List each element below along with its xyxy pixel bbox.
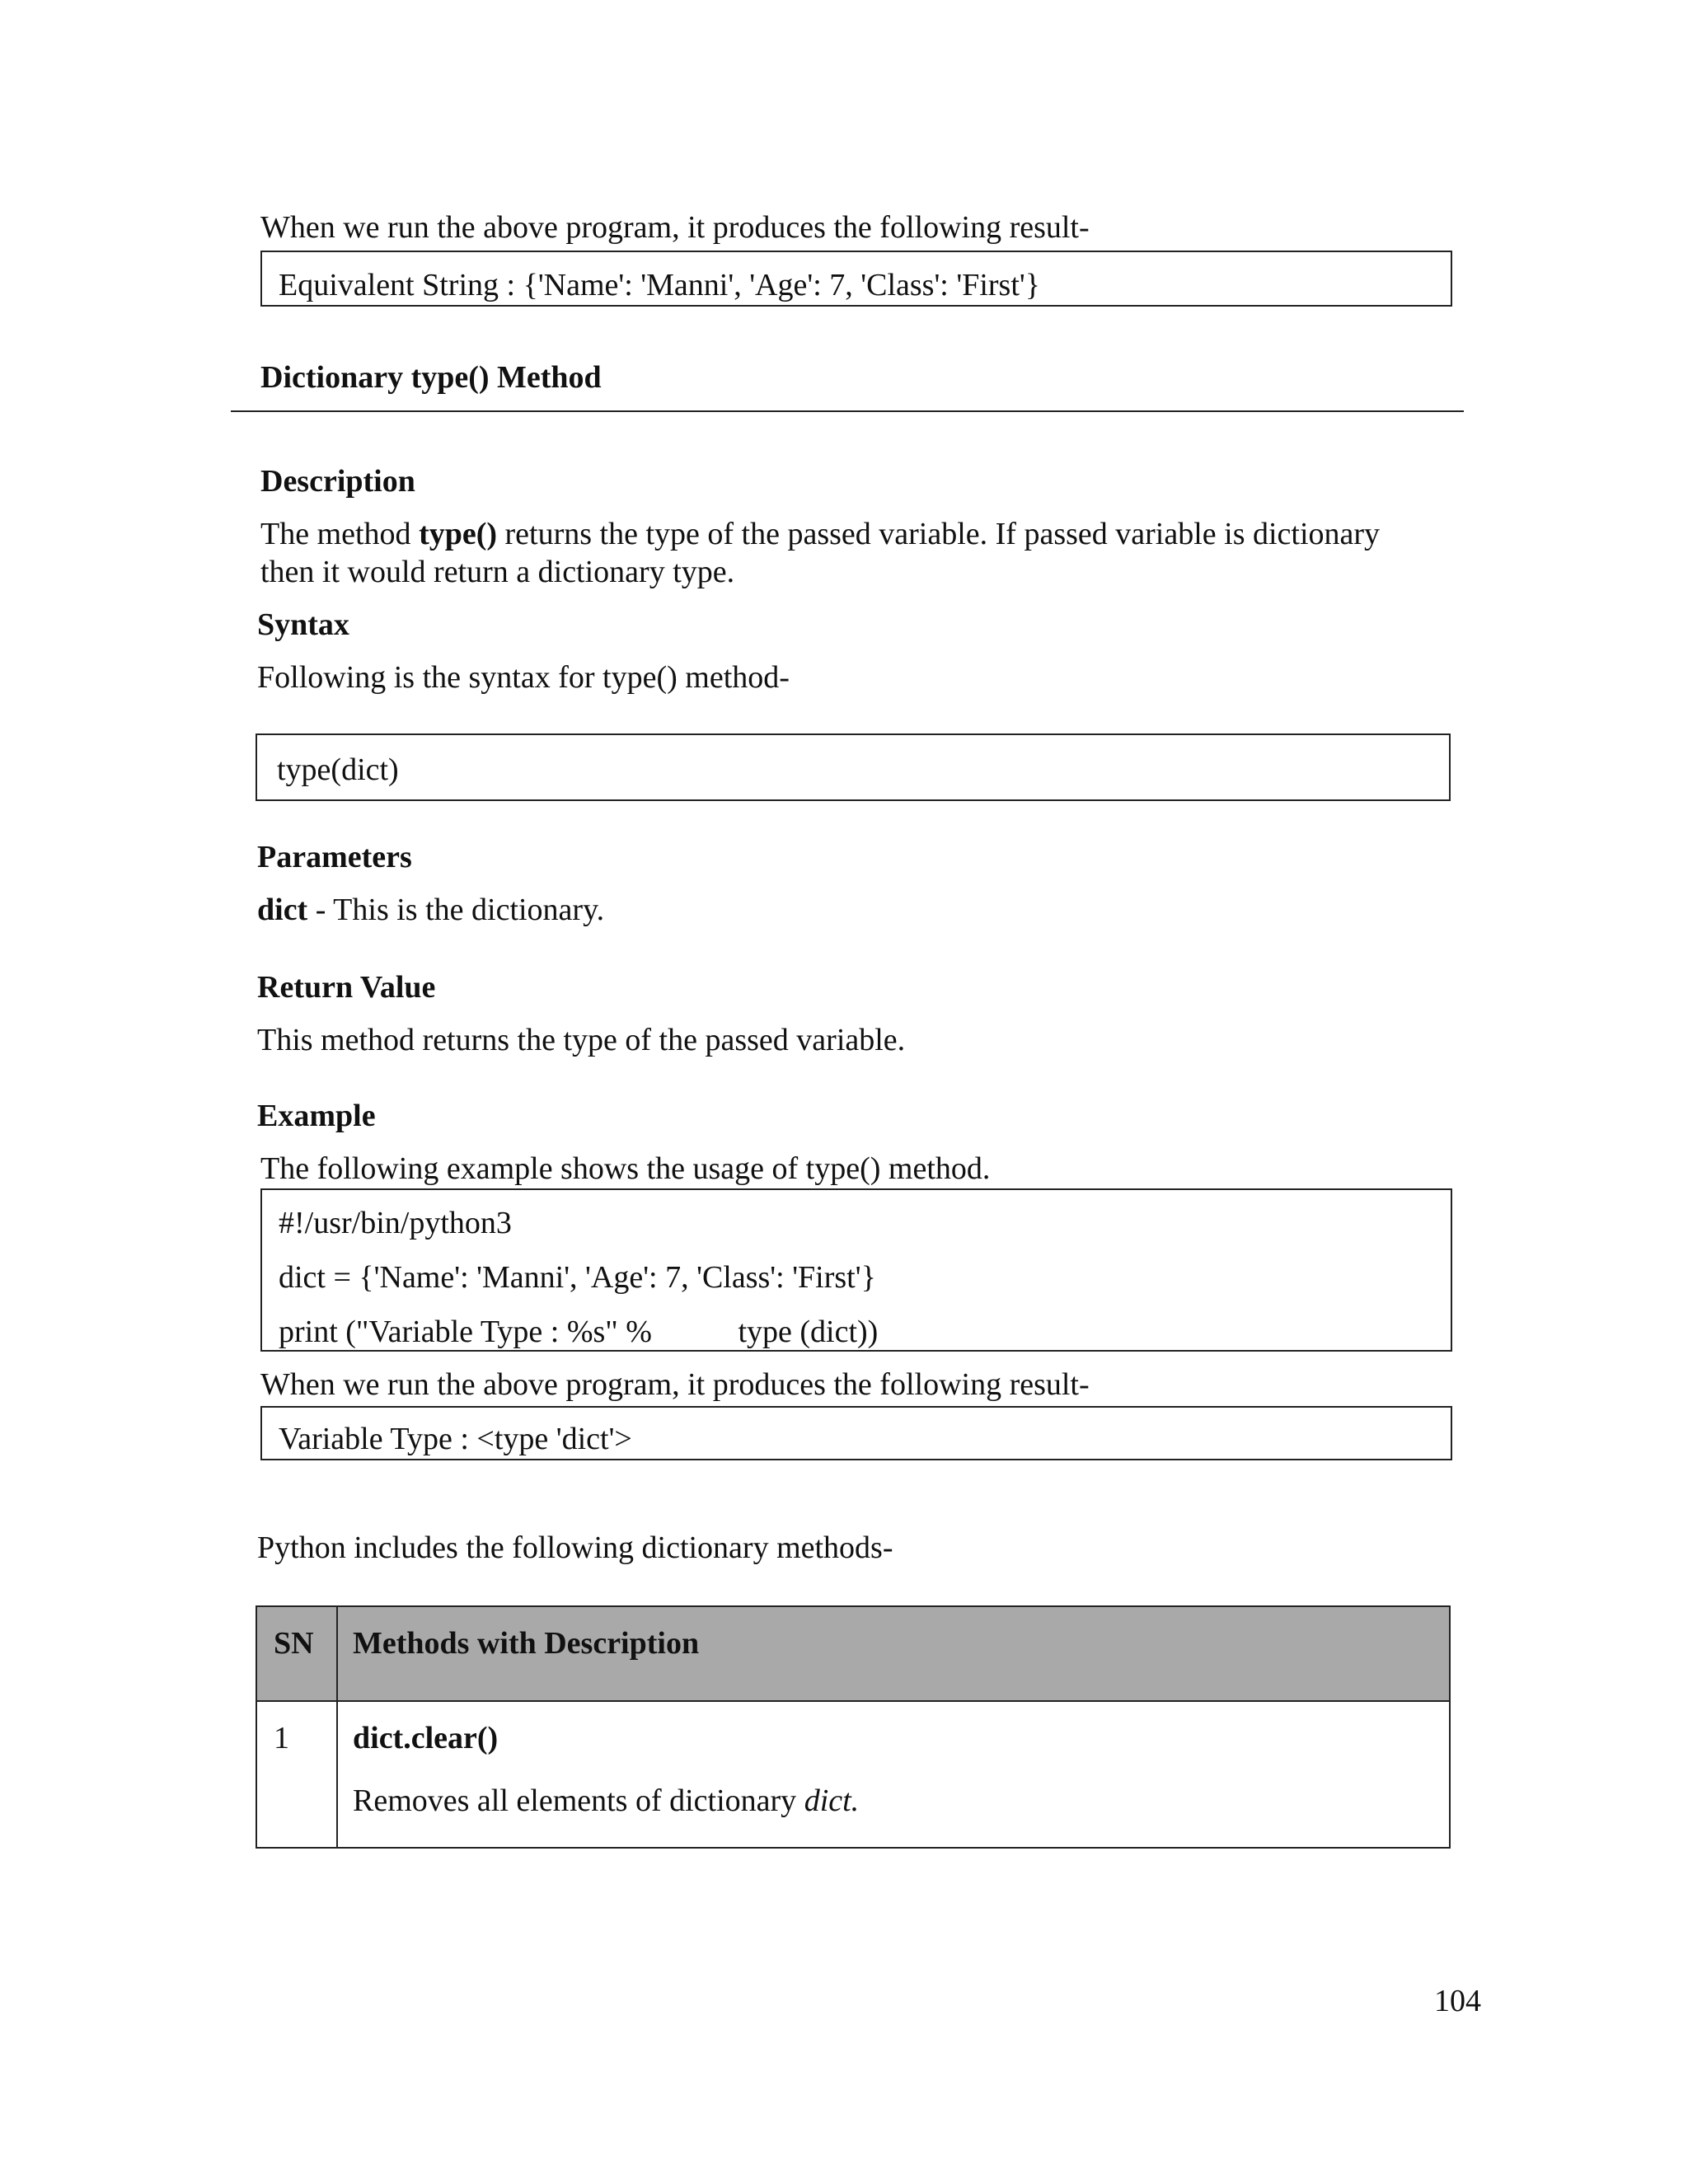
result-output-box-2 xyxy=(260,1406,1452,1460)
description-post: returns the type of the passed variable. If passed variable is dictionary xyxy=(497,517,1381,551)
description-method-name: type() xyxy=(419,517,498,551)
description-line-2: then it would return a dictionary type. xyxy=(260,555,735,589)
table-row xyxy=(256,1701,1450,1848)
example-code-line: dict = {'Name': 'Manni', 'Age': 7, 'Class': 'First'} xyxy=(279,1260,876,1295)
table-header-row xyxy=(256,1606,1450,1701)
example-intro: The following example shows the usage of type() method. xyxy=(260,1151,991,1186)
section-divider xyxy=(231,410,1464,412)
table-cell-sn: 1 xyxy=(256,1701,337,1848)
example-code-line: print ("Variable Type : %s" % type (dict)) xyxy=(279,1315,879,1349)
syntax-code: type(dict) xyxy=(277,752,399,787)
parameters-text xyxy=(257,892,604,930)
method-name: dict.clear() xyxy=(353,1721,499,1755)
syntax-code-box xyxy=(256,733,1451,801)
methods-intro: Python includes the following dictionary methods- xyxy=(257,1530,893,1565)
syntax-intro: Following is the syntax for type() method- xyxy=(257,660,790,695)
page-number: 104 xyxy=(1434,1984,1481,2018)
methods-table xyxy=(256,1605,1451,1849)
result-intro-2: When we run the above program, it produces the following result- xyxy=(260,1367,1090,1402)
description-text xyxy=(260,516,1464,554)
parameters-heading: Parameters xyxy=(257,840,412,874)
table-header-methods: Methods with Description xyxy=(337,1606,1450,1701)
example-code-line: #!/usr/bin/python3 xyxy=(279,1206,512,1240)
parameter-description: - This is the dictionary. xyxy=(307,893,605,927)
result-output-box-1 xyxy=(260,251,1452,307)
return-value-heading: Return Value xyxy=(257,970,436,1005)
example-code-box xyxy=(260,1188,1452,1352)
description-heading: Description xyxy=(260,464,415,499)
table-header-sn: SN xyxy=(256,1606,337,1701)
method-description: Removes all elements of dictionary dict. xyxy=(353,1783,860,1818)
syntax-heading: Syntax xyxy=(257,607,349,642)
example-heading: Example xyxy=(257,1099,376,1133)
description-pre: The method xyxy=(260,517,420,551)
return-value-text: This method returns the type of the passed variable. xyxy=(257,1023,906,1057)
result-output-1: Equivalent String : {'Name': 'Manni', 'Age': 7, 'Class': 'First'} xyxy=(279,268,1040,302)
parameter-name: dict xyxy=(257,893,308,927)
result-output-2: Variable Type : <type 'dict'> xyxy=(279,1422,632,1456)
table-cell-method xyxy=(337,1701,1450,1848)
result-intro-1: When we run the above program, it produces the following result- xyxy=(260,210,1090,245)
section-title: Dictionary type() Method xyxy=(260,360,602,395)
